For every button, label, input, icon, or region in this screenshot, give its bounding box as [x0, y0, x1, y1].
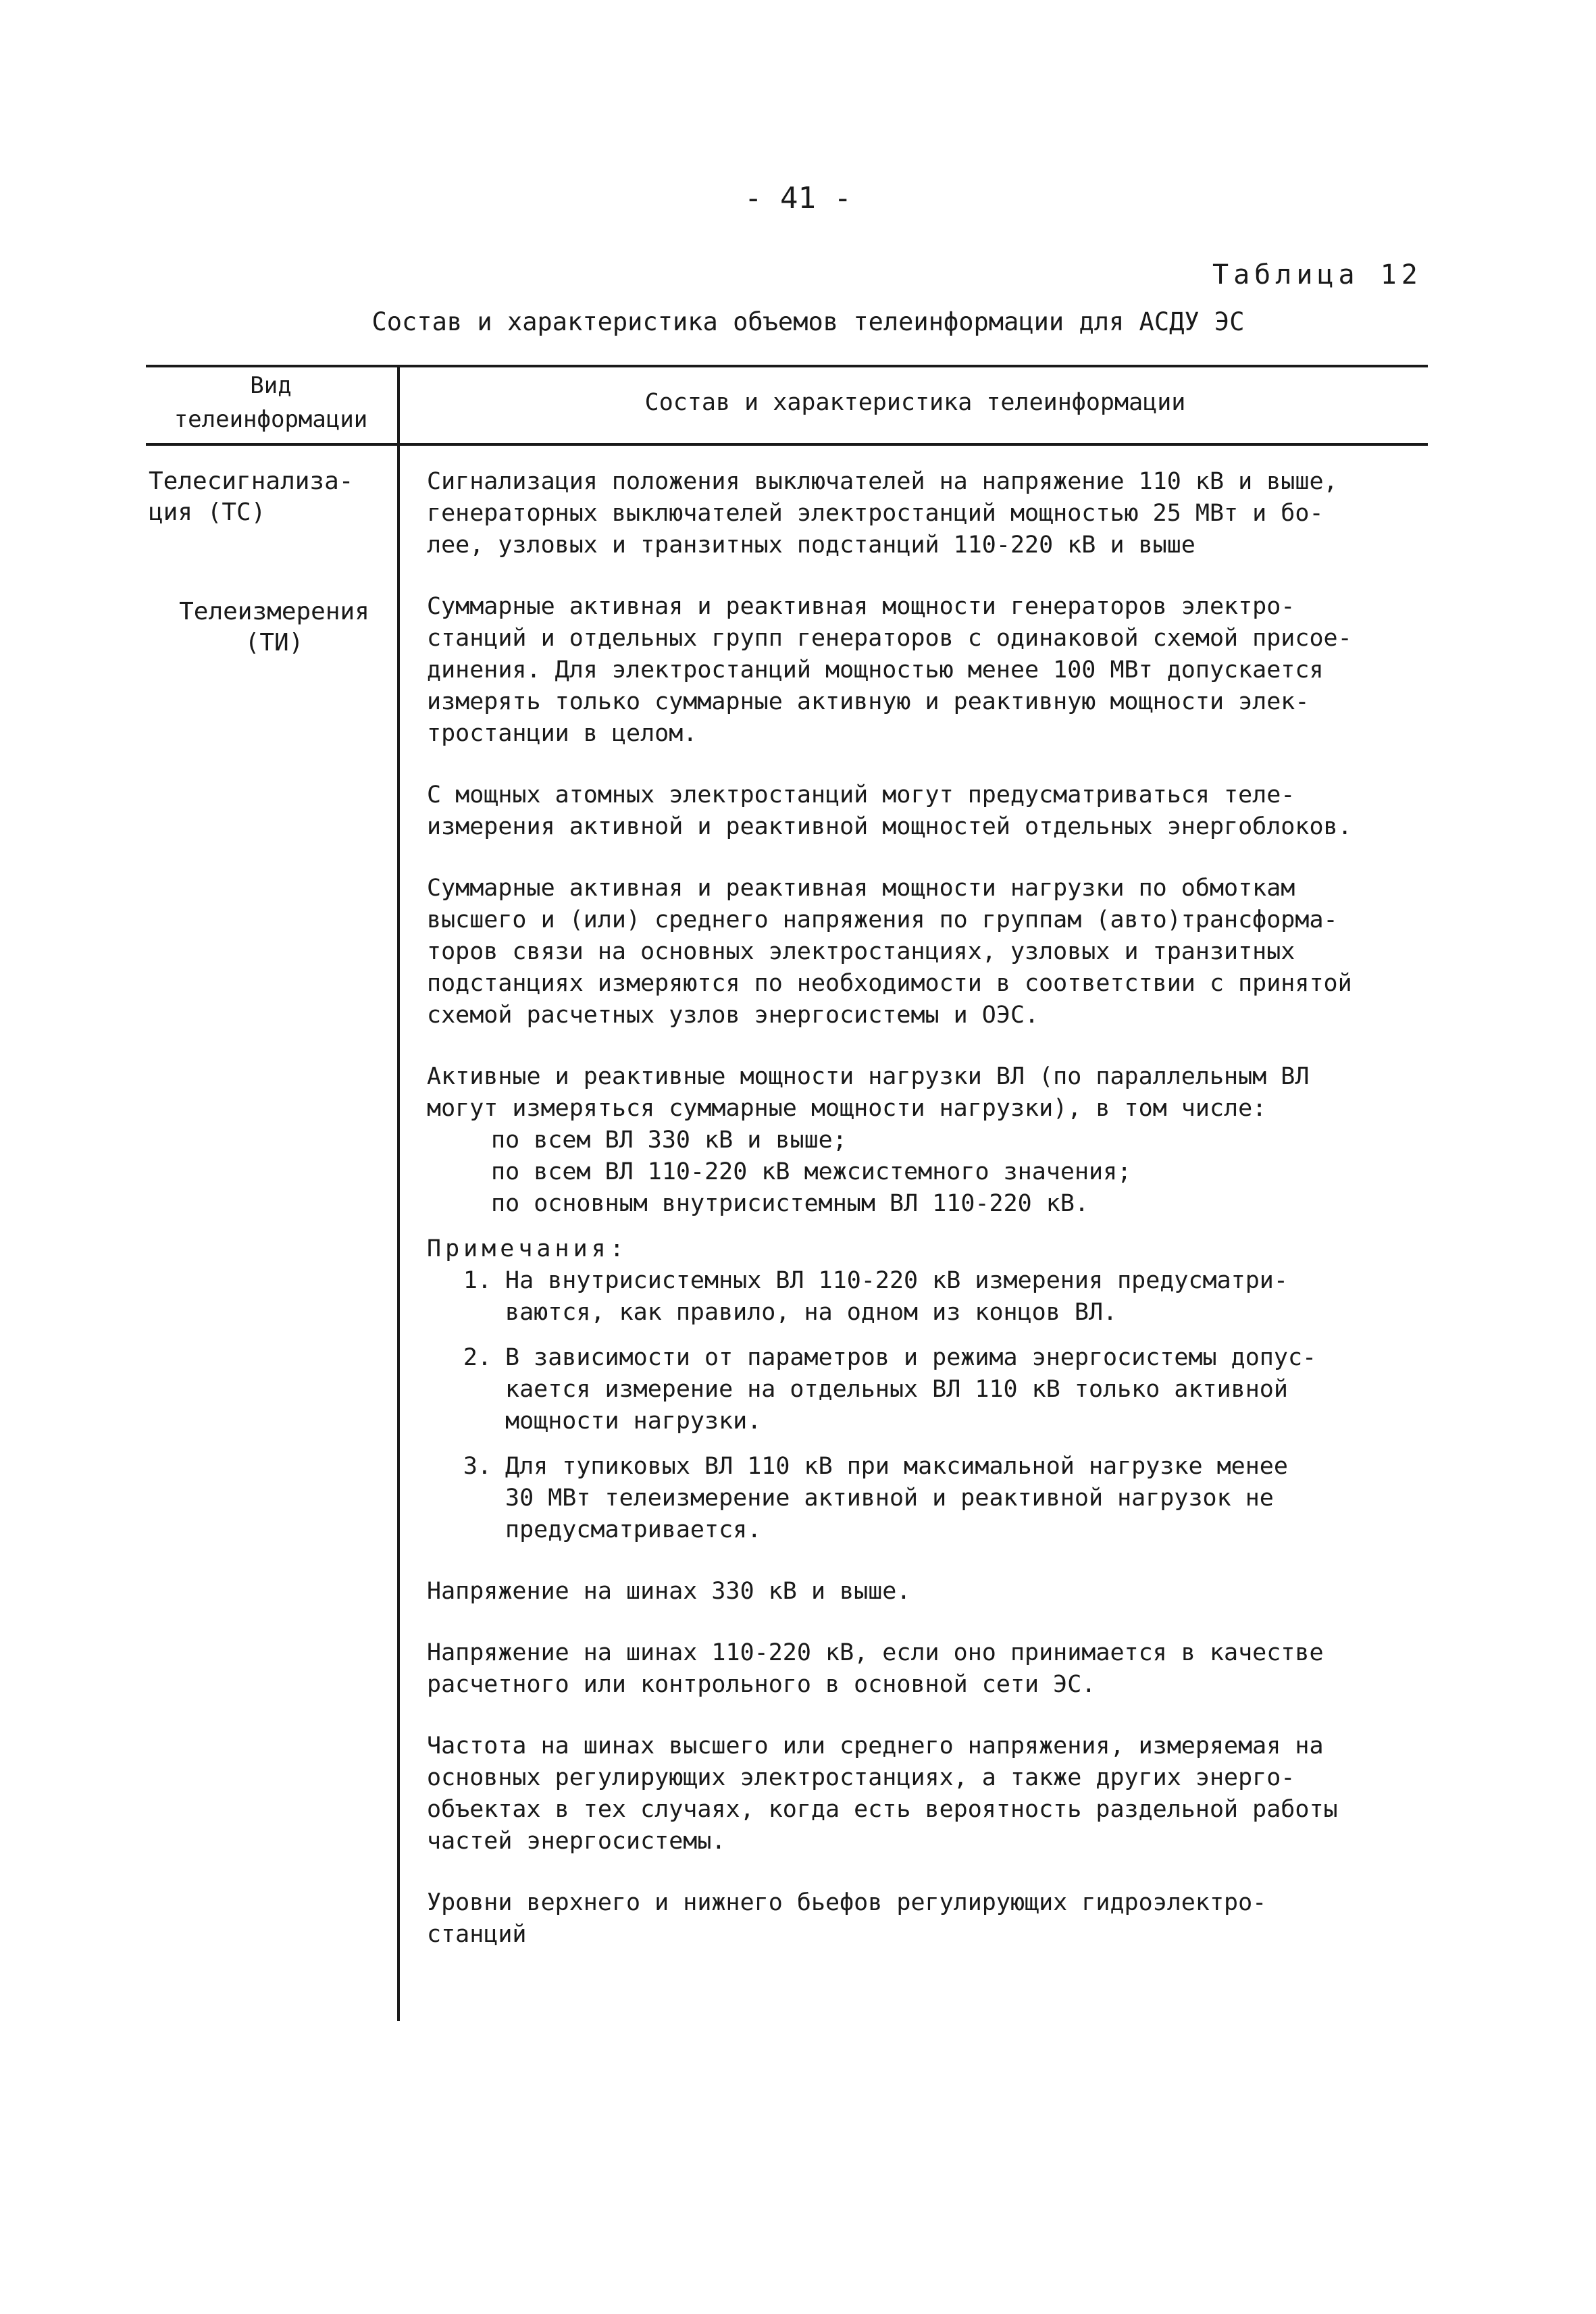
- ti-paragraph-5: Напряжение на шинах 330 кВ и выше.: [427, 1578, 911, 1605]
- note-number: 3.: [463, 1453, 492, 1480]
- table-top-rule: [146, 365, 1428, 367]
- text-line: Уровни верхнего и нижнего бьефов регулирующих гидроэлектро-: [427, 1889, 1267, 1916]
- text-line: Частота на шинах высшего или среднего напряжения, измеряемая на: [427, 1732, 1324, 1759]
- text-line: измерения активной и реактивной мощностей отдельных энергоблоков.: [427, 813, 1352, 840]
- table-header-rule: [146, 443, 1428, 446]
- note-1: [427, 1265, 1433, 1329]
- text-line: подстанциях измеряются по необходимости в соответствии с принятой: [427, 970, 1352, 997]
- page-number: - 41 -: [744, 181, 852, 215]
- text-line: Сигнализация положения выключателей на напряжение 110 кВ и выше,: [427, 468, 1338, 495]
- text-line: основных регулирующих электростанциях, а также других энерго-: [427, 1764, 1295, 1791]
- ti-paragraph-1: [427, 591, 1433, 750]
- ti-paragraph-7: [427, 1730, 1433, 1857]
- text-line: кается измерение на отдельных ВЛ 110 кВ только активной: [505, 1376, 1288, 1403]
- text-line: тростанции в целом.: [427, 720, 698, 747]
- text-line: торов связи на основных электростанциях, узловых и транзитных: [427, 938, 1295, 965]
- note-2: [427, 1342, 1433, 1437]
- text-line: объектах в тех случаях, когда есть вероятность раздельной работы: [427, 1796, 1338, 1823]
- header-col-description: Состав и характеристика телеинформации: [644, 389, 1186, 416]
- text-line: измерять только суммарные активную и реактивную мощности элек-: [427, 688, 1310, 715]
- row-label-line: Телеизмерения: [179, 598, 369, 625]
- ti-paragraph-3: [427, 873, 1433, 1031]
- tc-description: [427, 466, 1433, 561]
- text-line: схемой расчетных узлов энергосистемы и ОЭС.: [427, 1002, 1039, 1029]
- row-label-line: Телесигнализа-: [149, 467, 354, 495]
- text-line: ваются, как правило, на одном из концов ВЛ.: [505, 1299, 1118, 1326]
- row-label-line: (ТИ): [244, 629, 304, 657]
- list-item: по всем ВЛ 330 кВ и выше;: [491, 1127, 847, 1154]
- description-column: [427, 466, 1433, 1951]
- note-number: 1.: [463, 1267, 492, 1294]
- text-line: Суммарные активная и реактивная мощности генераторов электро-: [427, 593, 1295, 620]
- ti-paragraph-6: [427, 1637, 1433, 1701]
- column-divider: [397, 365, 400, 2021]
- text-line: Активные и реактивные мощности нагрузки ВЛ (по параллельным ВЛ: [427, 1063, 1310, 1090]
- ti-paragraph-2: [427, 779, 1433, 843]
- text-line: станций: [427, 1921, 527, 1948]
- ti-paragraph-4: [427, 1061, 1433, 1220]
- text-line: лее, узловых и транзитных подстанций 110-220 кВ и выше: [427, 532, 1195, 559]
- text-line: высшего и (или) среднего напряжения по группам (авто)трансформа-: [427, 906, 1338, 933]
- row-label-line: ция (ТС): [149, 498, 266, 526]
- text-line: станций и отдельных групп генераторов с одинаковой схемой присое-: [427, 625, 1352, 652]
- text-line: В зависимости от параметров и режима энергосистемы допус-: [505, 1344, 1317, 1371]
- table-label: Таблица 12: [1212, 259, 1422, 290]
- text-line: Напряжение на шинах 110-220 кВ, если оно принимается в качестве: [427, 1639, 1324, 1666]
- text-line: могут измеряться суммарные мощности нагрузки), в том числе:: [427, 1095, 1267, 1122]
- list-item: по основным внутрисистемным ВЛ 110-220 кВ.: [491, 1190, 1089, 1217]
- text-line: мощности нагрузки.: [505, 1408, 762, 1435]
- text-line: частей энергосистемы.: [427, 1828, 726, 1855]
- text-line: динения. Для электростанций мощностью менее 100 МВт допускается: [427, 657, 1324, 684]
- row-label-ti: [149, 596, 393, 659]
- note-3: [427, 1451, 1433, 1546]
- text-line: Суммарные активная и реактивная мощности нагрузки по обмоткам: [427, 875, 1295, 902]
- header-col-type: [146, 369, 396, 436]
- table-title: Состав и характеристика объемов телеинформации для АСДУ ЭС: [371, 307, 1245, 336]
- header-col-type-line: телеинформации: [174, 406, 368, 433]
- header-col-type-line: Вид: [250, 372, 292, 399]
- notes-title: Примечания:: [427, 1235, 628, 1262]
- row-label-tc: [149, 466, 393, 528]
- text-line: Для тупиковых ВЛ 110 кВ при максимальной нагрузке менее: [505, 1453, 1288, 1480]
- text-line: предусматривается.: [505, 1516, 762, 1543]
- note-number: 2.: [463, 1344, 492, 1371]
- text-line: расчетного или контрольного в основной сети ЭС.: [427, 1671, 1096, 1698]
- text-line: 30 МВт телеизмерение активной и реактивной нагрузок не: [505, 1485, 1274, 1512]
- text-line: На внутрисистемных ВЛ 110-220 кВ измерения предусматри-: [505, 1267, 1288, 1294]
- ti-paragraph-8: [427, 1887, 1433, 1951]
- text-line: С мощных атомных электростанций могут предусматриваться теле-: [427, 781, 1295, 808]
- text-line: генераторных выключателей электростанций мощностью 25 МВт и бо-: [427, 500, 1324, 527]
- list-item: по всем ВЛ 110-220 кВ межсистемного значения;: [491, 1158, 1132, 1185]
